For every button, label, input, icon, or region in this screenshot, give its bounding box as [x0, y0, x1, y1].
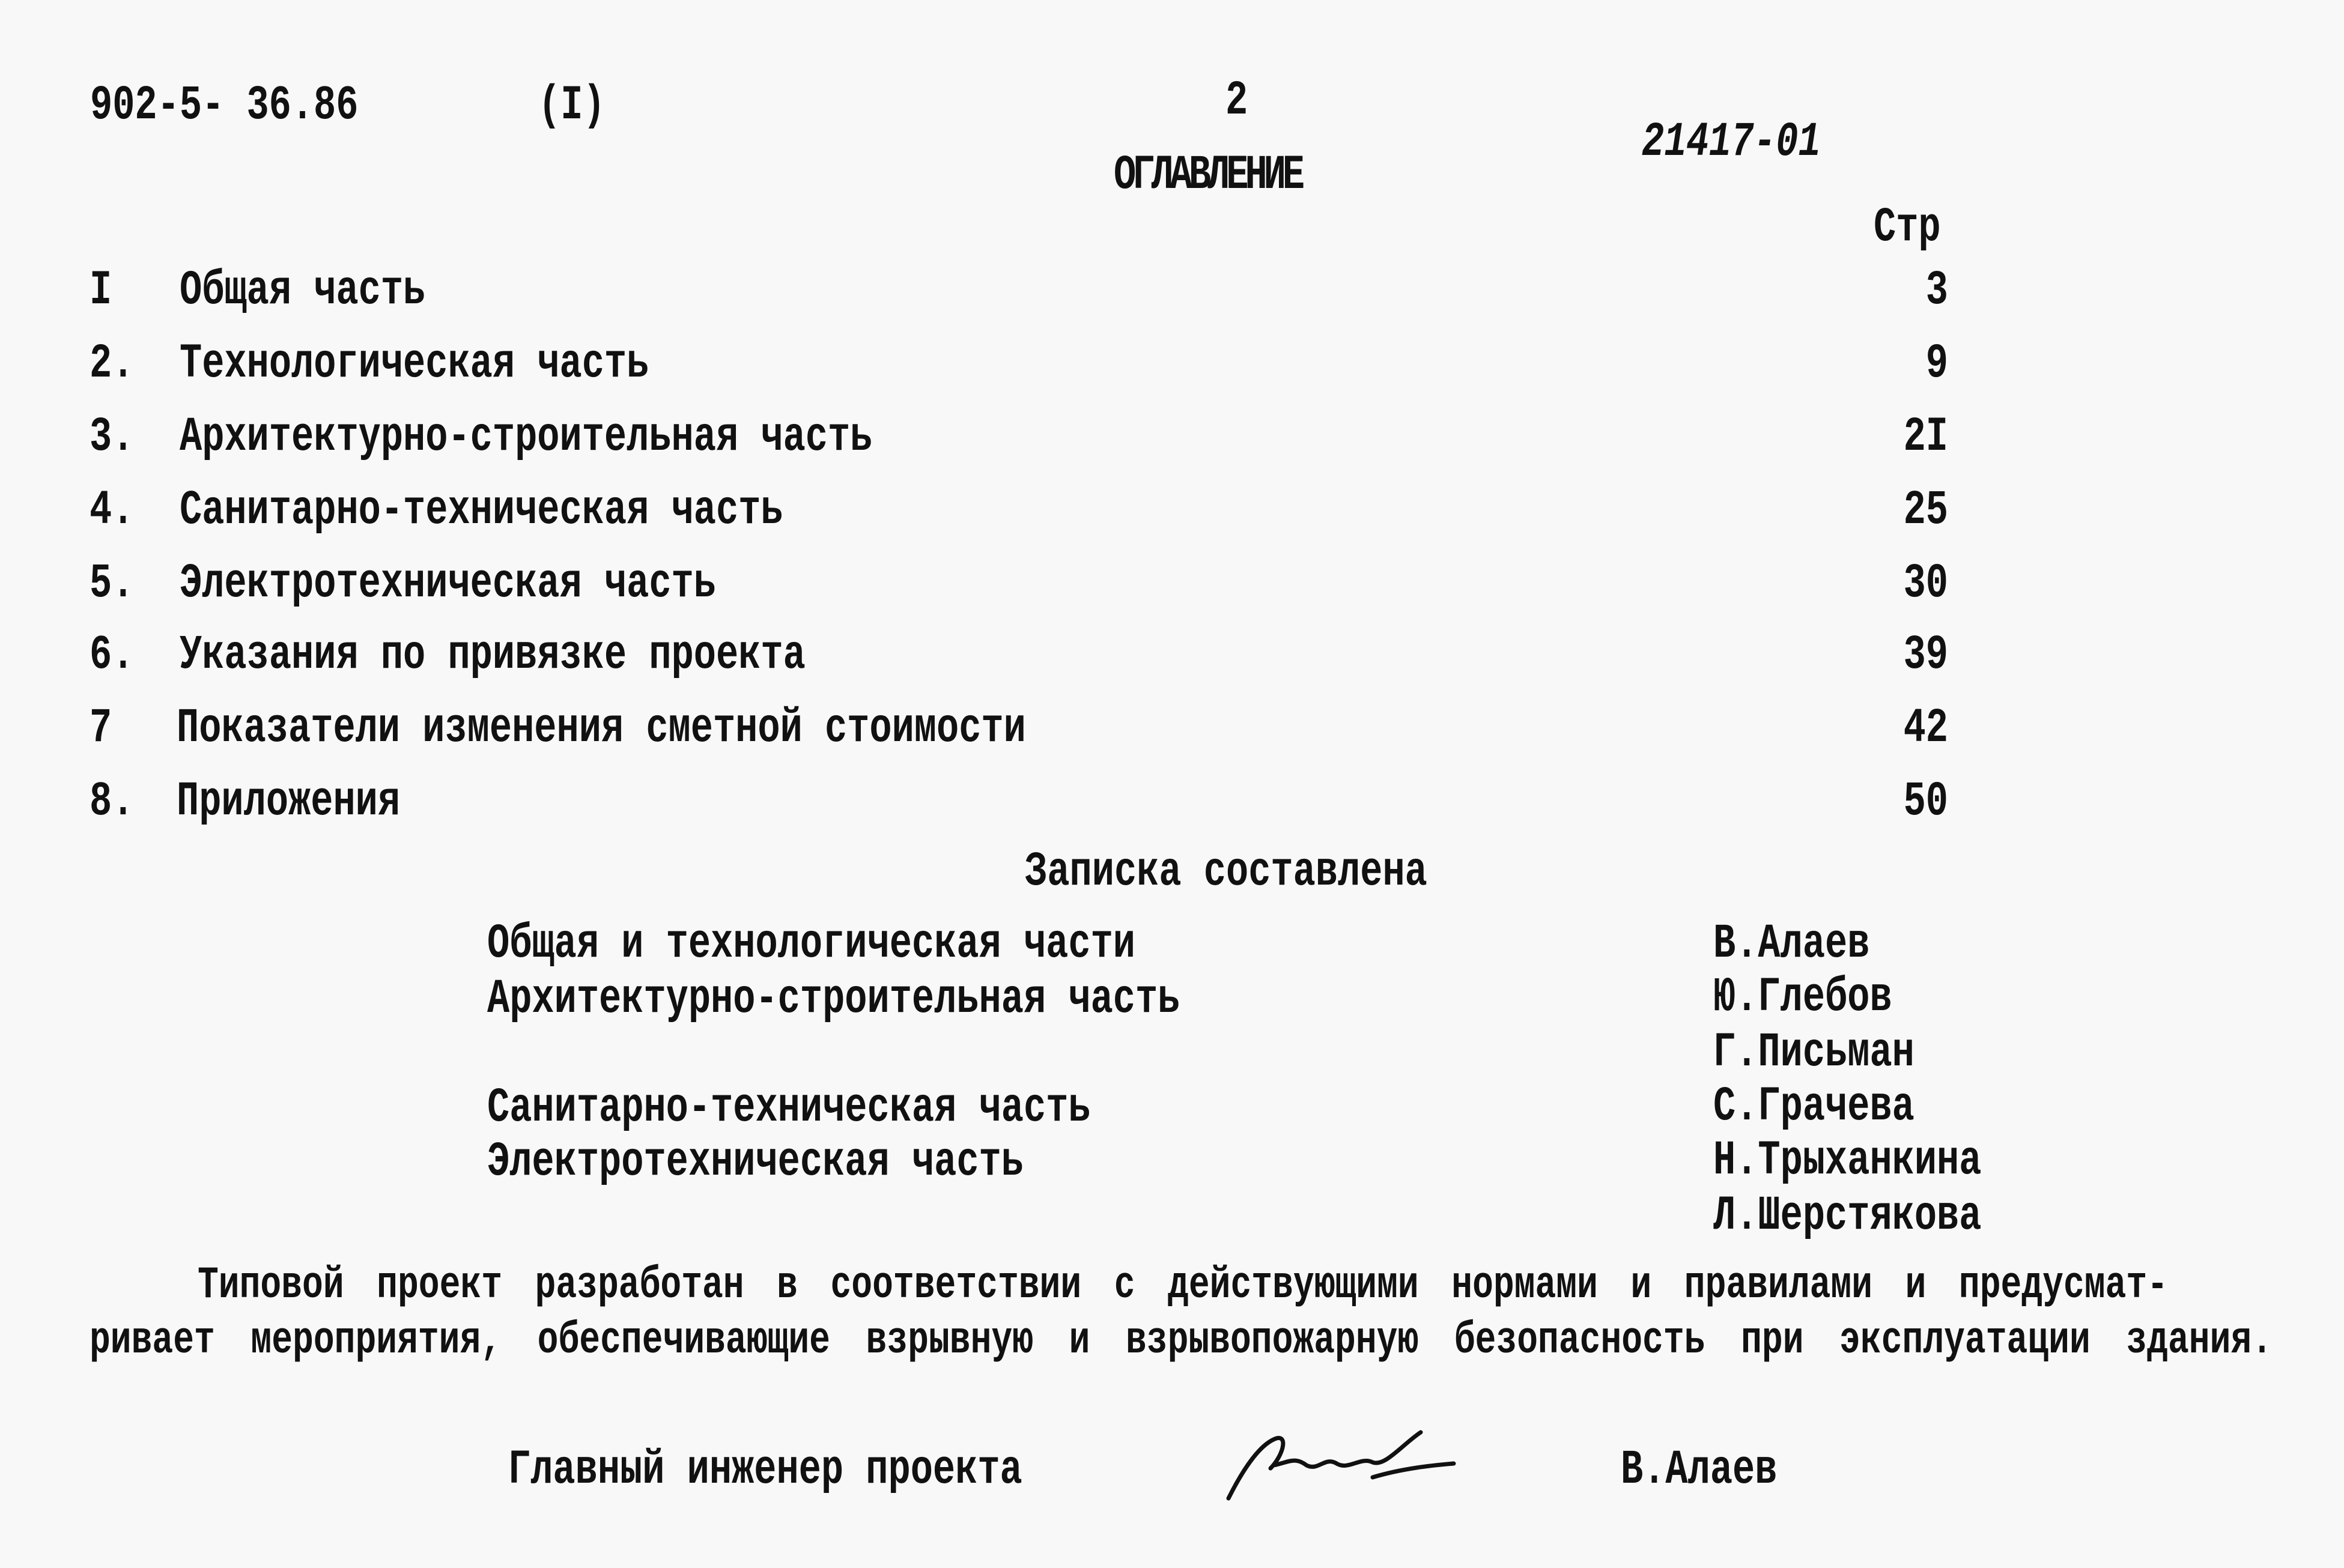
toc-title: Общая часть: [180, 262, 426, 318]
page-number: 2: [1225, 73, 1248, 129]
signoff-name: В.Алаев: [1621, 1442, 1778, 1498]
doc-code: 902-5- 36.86: [90, 77, 359, 133]
toc-number: 7: [90, 700, 112, 756]
toc-title: Приложения: [177, 773, 401, 829]
author-section: Архитектурно-строительная часть: [487, 971, 1180, 1027]
toc-page: 30: [1903, 555, 1948, 611]
inventory-number: 21417-01: [1642, 114, 1821, 170]
author-name: С.Грачева: [1713, 1079, 1914, 1134]
toc-page: 2I: [1903, 409, 1948, 465]
toc-page: 42: [1903, 700, 1948, 756]
author-name: В.Алаев: [1713, 916, 1870, 972]
toc-number: 6.: [90, 627, 135, 683]
toc-number: 8.: [90, 773, 135, 829]
toc-number: 4.: [90, 482, 135, 538]
toc-title: Технологическая часть: [180, 336, 649, 392]
toc-number: 2.: [90, 336, 135, 392]
author-section: Санитарно-техническая часть: [487, 1080, 1091, 1136]
author-section: Общая и технологическая части: [487, 916, 1135, 972]
page-title: ОГЛАВЛЕНИЕ: [1114, 147, 1302, 203]
author-name: Г.Письман: [1713, 1025, 1914, 1080]
toc-page: 39: [1903, 627, 1948, 683]
toc-page: 9: [1925, 336, 1948, 392]
toc-page: 3: [1925, 262, 1948, 318]
toc-title: Указания по привязке проекта: [180, 627, 806, 683]
statement-line: ривает мероприятия, обеспечивающие взрывную и взрывопожарную безопасность при эксплуатации здания.: [90, 1316, 2273, 1367]
author-name: Ю.Глебов: [1713, 969, 1892, 1025]
toc-title: Санитарно-техническая часть: [180, 482, 783, 538]
authors-heading: Записка составлена: [1025, 844, 1427, 900]
toc-page: 50: [1903, 773, 1948, 829]
toc-number: I: [90, 262, 112, 318]
author-name: Л.Шерстякова: [1713, 1188, 1982, 1244]
toc-title: Электротехническая часть: [180, 555, 716, 611]
author-section: Электротехническая часть: [487, 1134, 1024, 1190]
toc-title: Архитектурно-строительная часть: [180, 409, 873, 465]
signature-image: [1222, 1420, 1457, 1504]
toc-number: 3.: [90, 409, 135, 465]
signoff-role: Главный инженер проекта: [508, 1442, 1022, 1498]
author-name: Н.Трыханкина: [1713, 1133, 1982, 1188]
toc-page: 25: [1903, 482, 1948, 538]
toc-number: 5.: [90, 555, 135, 611]
toc-title: Показатели изменения сметной стоимости: [177, 700, 1026, 756]
statement-line: Типовой проект разработан в соответствии с действующими нормами и правилами и предусмат-: [198, 1261, 2168, 1312]
part-number: (I): [538, 77, 606, 133]
page-column-label: Стр: [1874, 199, 1941, 255]
